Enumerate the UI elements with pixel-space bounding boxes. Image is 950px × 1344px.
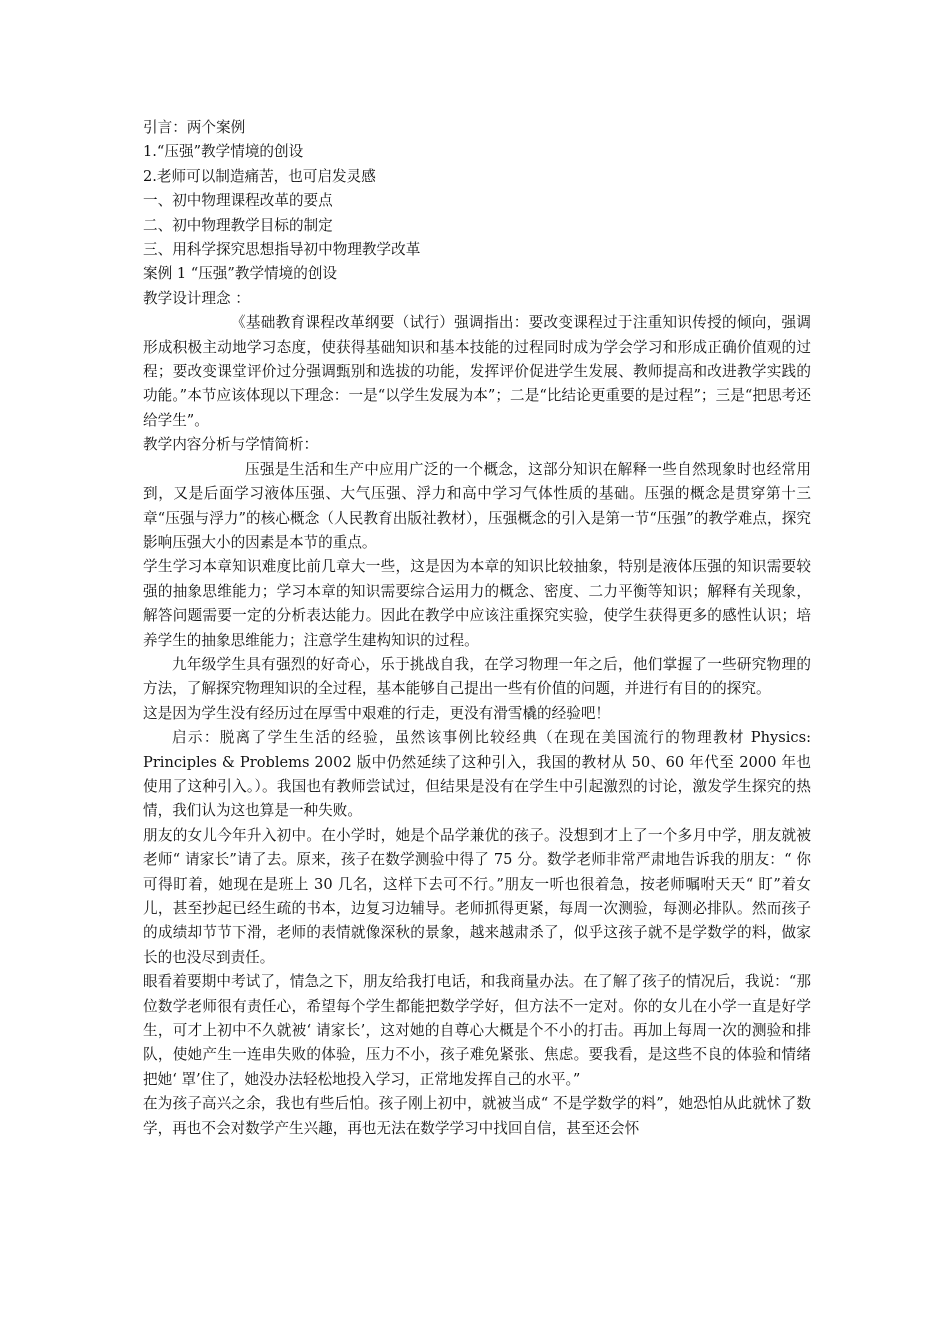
outline-section-1: 一、初中物理课程改革的要点 [143, 192, 333, 210]
outline-case-2: 2.老师可以制造痛苦，也可启发灵感 [143, 167, 376, 185]
case1-title: 案例 1 “压强”教学情境的创设 [143, 265, 338, 283]
outline-section-3: 三、用科学探究思想指导初中物理教学改革 [143, 241, 421, 259]
students-paragraph: 九年级学生具有强烈的好奇心，乐于挑战自我，在学习物理一年之后，他们掌握了一些研究物理的方法，了解探究物理知识的全过程，基本能够自己提出一些有价值的问题，并进行有目的的探究。 [143, 655, 811, 698]
outline-section-2: 二、初中物理教学目标的制定 [143, 216, 333, 234]
insight-paragraph: 启示：脱离了学生生活的经验，虽然该事例比较经典（在现在美国流行的物理教材 Physics: Principles & Problems 2002 版中仍然延续了这种引入，我国的教材从 50、60 年代至 2000 年也使用了这种引入。）。我国也有教师尝试过，但结果是没有在学生中引起激烈的讨论，激发学生探究的热情，我们认为这也算是一种失败。 [143, 729, 811, 820]
story-paragraph-2: 眼看着要期中考试了，情急之下，朋友给我打电话，和我商量办法。在了解了孩子的情况后，我说：“那位数学老师很有责任心，希望每个学生都能把数学学好，但方法不一定对。你的女儿在小学一直是好学生，可才上初中不久就被‘ 请家长’，这对她的自尊心大概是个不小的打击。再加上每周一次的测验和排队，使她产生一连串失败的体验，压力不小，孩子难免紧张、焦虑。要我看，是这些不良的体验和情绪把她‘ 罩’住了，她没办法轻松地投入学习，正常地发挥自己的水平。” [143, 973, 811, 1088]
design-heading: 教学设计理念 ： [143, 289, 250, 307]
story-paragraph-1: 朋友的女儿今年升入初中。在小学时，她是个品学兼优的孩子。没想到才上了一个多月中学，朋友就被老师“ 请家长”请了去。原来，孩子在数学测验中得了 75 分。数学老师非常严肃地告诉我的朋友：“ 你可得盯着，她现在是班上 30 几名，这样下去可不行。”朋友一听也很着急，按老师嘱咐天天“ 盯”着女儿，甚至抄起已经生疏的书本，边复习边辅导。老师抓得更紧，每周一次测验，每测必排队。然而孩子的成绩却节节下滑，老师的表情就像深秋的景象，越来越肃杀了，似乎这孩子就不是学数学的料，做家长的也没尽到责任。 [143, 826, 811, 966]
reason-paragraph: 这是因为学生没有经历过在厚雪中艰难的行走，更没有滑雪橇的经验吧！ [143, 704, 611, 722]
outline-case-1: 1.“压强”教学情境的创设 [143, 143, 304, 161]
analysis-paragraph-2: 学生学习本章知识难度比前几章大一些，这是因为本章的知识比较抽象，特别是液体压强的知识需要较强的抽象思维能力；学习本章的知识需要综合运用力的概念、密度、二力平衡等知识；解释有关现象，解答问题需要一定的分析表达能力。因此在教学中应该注重探究实验，使学生获得更多的感性认识；培养学生的抽象思维能力；注意学生建构知识的过程。 [143, 558, 811, 649]
story-paragraph-3: 在为孩子高兴之余，我也有些后怕。孩子刚上初中，就被当成“ 不是学数学的料”，她恐怕从此就怵了数学，再也不会对数学产生兴趣，再也无法在数学学习中找回自信，甚至还会怀 [143, 1095, 811, 1137]
outline-intro: 引言：两个案例 [143, 119, 246, 136]
analysis-paragraph-1: 压强是生活和生产中应用广泛的一个概念，这部分知识在解释一些自然现象时也经常用到，又是后面学习液体压强、大气压强、浮力和高中学习气体性质的基础。压强的概念是贯穿第十三章“压强与浮力”的核心概念（人民教育出版社教材），压强概念的引入是第一节“压强”的教学难点，探究影响压强大小的因素是本节的重点。 [143, 460, 811, 551]
analysis-heading: 教学内容分析与学情简析： [143, 436, 319, 454]
document-page [143, 116, 811, 1141]
design-paragraph: 《基础教育课程改革纲要（试行）强调指出：要改变课程过于注重知识传授的倾向，强调形成积极主动地学习态度，使获得基础知识和基本技能的过程同时成为学会学习和形成正确价值观的过程；要改变课堂评价过分强调甄别和选拔的功能，发挥评价促进学生发展、教师提高和改进教学实践的功能。”本节应该体现以下理念：一是“以学生发展为本”；二是“比结论更重要的是过程”；三是“把思考还给学生”。 [143, 314, 811, 429]
